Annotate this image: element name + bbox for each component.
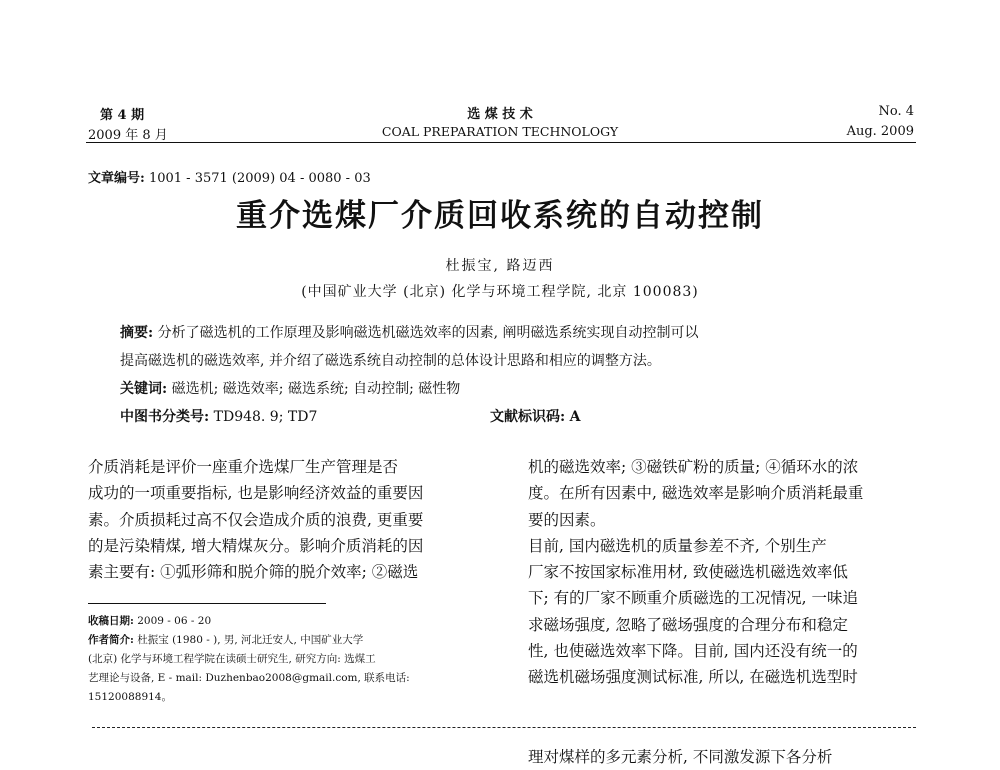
bio-text: 杜振宝 (1980 - ), 男, 河北迁安人, 中国矿业大学 [137, 634, 364, 646]
received-value: 2009 - 06 - 20 [137, 615, 212, 627]
keywords-value: 磁选机; 磁选效率; 磁选系统; 自动控制; 磁性物 [171, 381, 461, 397]
classification-value: TD948. 9; TD7 [213, 409, 318, 425]
body-line: 目前, 国内磁选机的质量参差不齐, 个别生产 [528, 536, 827, 555]
body-line: 素主要有: ①弧形筛和脱介筛的脱介效率; ②磁选 [88, 563, 419, 582]
footnote-rule [88, 603, 326, 604]
abstract-line-1 [120, 322, 699, 342]
journal-name-cn: 选 煤 技 术 [467, 107, 533, 122]
body-line: 度。在所有因素中, 磁选效率是影响介质消耗最重 [528, 484, 864, 503]
author-bio-line: (北京) 化学与环境工程学院在读硕士研究生, 研究方向: 选煤工 [88, 653, 376, 665]
paper-affiliation: (中国矿业大学 (北京) 化学与环境工程学院, 北京 100083) [301, 284, 699, 300]
left-column [88, 454, 423, 585]
issue-no-en: No. 4 [878, 104, 914, 119]
body-line: 厂家不按国家标准用材, 致使磁选机磁选效率低 [528, 563, 848, 582]
classification [120, 406, 317, 426]
issue-number: 第 4 期 [100, 108, 145, 123]
article-id [88, 167, 371, 186]
abstract-text-1: 分析了磁选机的工作原理及影响磁选机磁选效率的因素, 阐明磁选系统实现自动控制可以 [157, 325, 699, 341]
document-code-label: 文献标识码: [490, 409, 566, 425]
abstract-label: 摘要: [120, 325, 154, 341]
abstract-line-2: 提高磁选机的磁选效率, 并介绍了磁选系统自动控制的总体设计思路和相应的调整方法。 [120, 353, 661, 369]
body-line: 求磁场强度, 忽略了磁场强度的合理分布和稳定 [528, 615, 848, 634]
right-column [528, 454, 863, 691]
keywords [120, 378, 460, 398]
body-line: 的是污染精煤, 增大精煤灰分。影响介质消耗的因 [88, 536, 424, 555]
document-code [490, 406, 581, 426]
received-date [88, 612, 410, 631]
page-break-line [92, 727, 916, 728]
journal-name-en: COAL PREPARATION TECHNOLOGY [381, 124, 619, 139]
bio-label: 作者简介: [88, 634, 134, 646]
body-line: 磁选机磁场强度测试标准, 所以, 在磁选机选型时 [528, 668, 858, 687]
body-line: 成功的一项重要指标, 也是影响经济效益的重要因 [88, 484, 424, 503]
body-line: 性, 也使磁选效率下降。目前, 国内还没有统一的 [528, 642, 858, 661]
article-id-label: 文章编号: [88, 171, 145, 186]
document-code-value: A [569, 409, 581, 425]
body-line: 素。介质损耗过高不仅会造成介质的浪费, 更重要 [88, 510, 424, 529]
received-label: 收稿日期: [88, 615, 134, 627]
author-bio-line: 艺理论与设备, E - mail: Duzhenbao2008@gmail.com, 联系电话: [88, 672, 410, 684]
body-line: 介质消耗是评价一座重介选煤厂生产管理是否 [88, 458, 399, 476]
body-line: 要的因素。 [528, 510, 606, 529]
keywords-label: 关键词: [120, 381, 168, 397]
body-line: 机的磁选效率; ③磁铁矿粉的质量; ④循环水的浓 [528, 458, 859, 476]
issue-date-en: Aug. 2009 [846, 124, 914, 139]
classification-label: 中图书分类号: [120, 409, 210, 425]
author-bio-line: 15120088914。 [88, 691, 172, 703]
issue-date: 2009 年 8 月 [88, 128, 168, 143]
body-line: 下; 有的厂家不顾重介质磁选的工况情况, 一味追 [528, 589, 859, 608]
paper-title: 重介选煤厂介质回收系统的自动控制 [236, 198, 764, 234]
header-rule [86, 142, 916, 143]
next-page-fragment: 理对煤样的多元素分析, 不同激发源下各分析 [528, 748, 833, 766]
author-bio-line [88, 631, 410, 650]
paper-authors: 杜振宝, 路迈西 [445, 258, 555, 274]
article-id-value: 1001 - 3571 (2009) 04 - 0080 - 03 [148, 171, 371, 186]
footnote [88, 612, 410, 707]
